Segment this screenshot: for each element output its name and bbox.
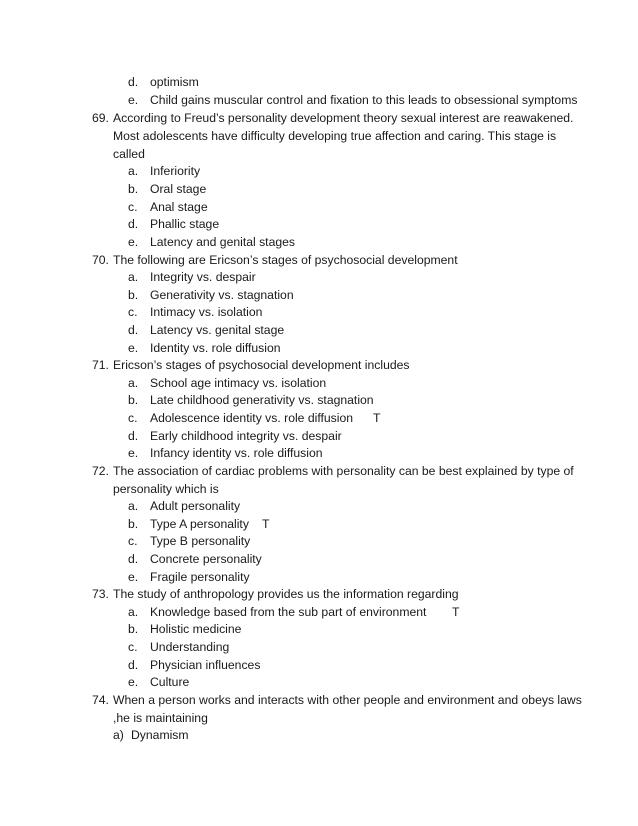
option-text: Child gains muscular control and fixation to this leads to obsessional symptoms — [150, 93, 578, 107]
option-line — [0, 181, 638, 197]
answer-mark: T — [373, 411, 381, 425]
option-text: Type B personality — [150, 534, 251, 548]
question-text: According to Freud’s personality development theory sexual interest are reawakened. — [113, 111, 574, 125]
option-text: Generativity vs. stagnation — [150, 288, 294, 302]
option-line — [0, 551, 638, 567]
option-text: Identity vs. role diffusion — [150, 341, 281, 355]
question-line — [0, 252, 638, 268]
question-text: Most adolescents have difficulty developing true affection and caring. This stage is — [113, 129, 557, 143]
option-text: Culture — [150, 675, 190, 689]
question-line — [0, 110, 638, 126]
option-text: Holistic medicine — [150, 622, 242, 636]
option-text: Early childhood integrity vs. despair — [150, 429, 342, 443]
option-line — [0, 428, 638, 444]
option-line — [0, 498, 638, 514]
option-label: e. — [128, 570, 139, 584]
option-line — [0, 199, 638, 215]
question-number: 72. — [92, 464, 109, 478]
option-label: c. — [128, 640, 138, 654]
answer-mark: T — [262, 517, 270, 531]
option-label: b. — [128, 393, 139, 407]
option-text: School age intimacy vs. isolation — [150, 376, 327, 390]
option-text: Phallic stage — [150, 217, 220, 231]
question-continuation — [0, 128, 638, 144]
option-text: Infancy identity vs. role diffusion — [150, 446, 323, 460]
option-line — [0, 340, 638, 356]
question-continuation — [0, 146, 638, 162]
option-text: Physician influences — [150, 658, 261, 672]
question-text: personality which is — [113, 482, 219, 496]
option-text: Concrete personality — [150, 552, 262, 566]
option-text: optimism — [150, 75, 199, 89]
option-label: e. — [128, 235, 139, 249]
option-label: a. — [128, 499, 139, 513]
option-line — [0, 392, 638, 408]
question-line — [0, 463, 638, 479]
option-text: Adolescence identity vs. role diffusion — [150, 411, 354, 425]
option-line — [0, 516, 638, 532]
option-line — [0, 269, 638, 285]
option-label: c. — [128, 200, 138, 214]
option-text: Oral stage — [150, 182, 207, 196]
option-text: Knowledge based from the sub part of environment — [150, 605, 427, 619]
option-line — [0, 410, 638, 426]
option-text: Intimacy vs. isolation — [150, 305, 263, 319]
question-text: The association of cardiac problems with personality can be best explained by type of — [113, 464, 574, 478]
option-label: e. — [128, 341, 139, 355]
option-label: d. — [128, 217, 139, 231]
option-line — [0, 92, 638, 108]
option-text: Latency and genital stages — [150, 235, 296, 249]
answer-mark: T — [452, 605, 460, 619]
question-text: When a person works and interacts with other people and environment and obeys laws — [113, 693, 582, 707]
question-text: The following are Ericson’s stages of psychosocial development — [113, 253, 458, 267]
question-number: 71. — [92, 358, 109, 372]
option-text: Adult personality — [150, 499, 241, 513]
question-text: called — [113, 147, 145, 161]
option-label: d. — [128, 323, 139, 337]
option-line — [0, 216, 638, 232]
option-line — [0, 234, 638, 250]
option-label: d. — [128, 75, 139, 89]
option-text: Inferiority — [150, 164, 201, 178]
option-text: Latency vs. genital stage — [150, 323, 285, 337]
question-number: 69. — [92, 111, 109, 125]
option-label: c. — [128, 305, 138, 319]
option-text: Anal stage — [150, 200, 208, 214]
option-line — [0, 674, 638, 690]
option-label: a) — [113, 728, 124, 742]
option-label: b. — [128, 182, 139, 196]
option-label: b. — [128, 622, 139, 636]
option-line — [0, 657, 638, 673]
option-label: d. — [128, 552, 139, 566]
option-line — [0, 375, 638, 391]
option-line — [0, 287, 638, 303]
option-text: Integrity vs. despair — [150, 270, 256, 284]
option-text: Dynamism — [131, 728, 189, 742]
option-label: b. — [128, 288, 139, 302]
option-line — [0, 163, 638, 179]
option-line — [0, 74, 638, 90]
question-number: 73. — [92, 587, 109, 601]
option-label: c. — [128, 534, 138, 548]
question-line — [0, 586, 638, 602]
option-label: a. — [128, 605, 139, 619]
question-text: The study of anthropology provides us the information regarding — [113, 587, 459, 601]
question-number: 70. — [92, 253, 109, 267]
option-label: b. — [128, 517, 139, 531]
option-label: e. — [128, 675, 139, 689]
option-line — [0, 322, 638, 338]
option-line — [0, 533, 638, 549]
question-continuation — [0, 481, 638, 497]
option-text: Type A personality — [150, 517, 249, 531]
option-label: d. — [128, 429, 139, 443]
option-label: e. — [128, 446, 139, 460]
question-text: ,he is maintaining — [113, 711, 208, 725]
question-line — [0, 357, 638, 373]
question-text: Ericson’s stages of psychosocial development includes — [113, 358, 410, 372]
option-line — [0, 604, 638, 620]
option-line — [0, 304, 638, 320]
question-number: 74. — [92, 693, 109, 707]
question-continuation — [0, 710, 638, 726]
option-line — [0, 569, 638, 585]
option-text: Late childhood generativity vs. stagnation — [150, 393, 374, 407]
option-line — [0, 639, 638, 655]
option-label: e. — [128, 93, 139, 107]
option-line — [0, 621, 638, 637]
option-text: Fragile personality — [150, 570, 250, 584]
option-line — [0, 445, 638, 461]
option-line — [0, 727, 638, 743]
question-line — [0, 692, 638, 708]
option-label: a. — [128, 164, 139, 178]
option-text: Understanding — [150, 640, 230, 654]
option-label: d. — [128, 658, 139, 672]
option-label: a. — [128, 270, 139, 284]
option-label: c. — [128, 411, 138, 425]
option-label: a. — [128, 376, 139, 390]
